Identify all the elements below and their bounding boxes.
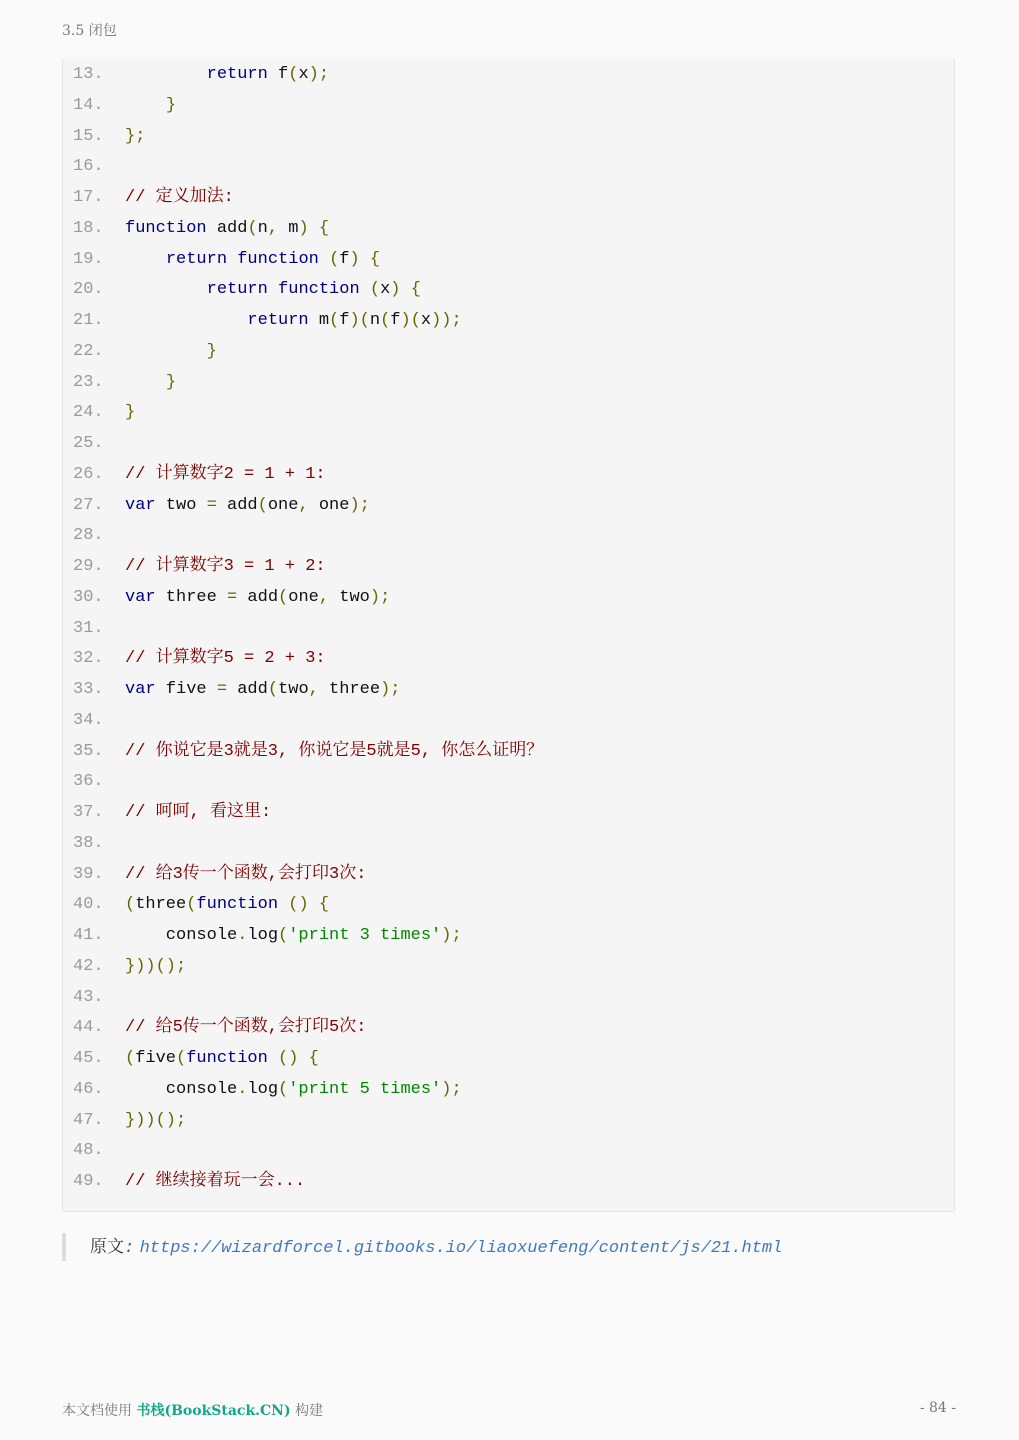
line-number: 48. — [73, 1141, 104, 1161]
code-text — [125, 397, 135, 428]
code-token: function — [125, 218, 207, 238]
code-text — [125, 59, 329, 90]
code-token: ( — [329, 249, 340, 269]
code-token — [125, 96, 166, 115]
code-line — [63, 705, 954, 736]
code-text — [125, 551, 326, 582]
code-token: , — [318, 587, 330, 607]
code-line — [63, 674, 954, 705]
code-line — [63, 459, 954, 490]
code-token: ); — [441, 1079, 462, 1099]
code-line — [63, 244, 954, 275]
source-link[interactable]: https://wizardforcel.gitbooks.io/liaoxuefeng/content/js/21.html — [139, 1239, 783, 1258]
line-number: 19. — [73, 249, 104, 269]
code-token: two — [155, 495, 207, 515]
footer-credit — [62, 1400, 323, 1420]
code-token: // 定义加法: — [125, 188, 234, 207]
code-token: ) — [390, 280, 401, 300]
code-token — [298, 1049, 308, 1068]
code-text — [125, 490, 370, 521]
code-token: log — [247, 1079, 279, 1099]
code-text — [125, 213, 329, 244]
code-token: function — [278, 280, 360, 300]
code-token: m — [308, 311, 330, 330]
line-number: 49. — [73, 1172, 104, 1191]
line-number: 23. — [73, 372, 104, 392]
code-token — [125, 311, 247, 330]
page-header — [62, 20, 117, 40]
line-number: 16. — [73, 157, 104, 177]
code-line — [63, 367, 954, 398]
code-token — [400, 280, 410, 299]
code-token — [125, 250, 166, 269]
code-token: ( — [380, 311, 391, 330]
line-number: 13. — [73, 65, 104, 84]
code-token: ( — [176, 1049, 187, 1068]
line-number: 25. — [73, 434, 104, 453]
code-token: ( — [288, 65, 299, 84]
code-text — [125, 1012, 366, 1043]
code-token: }))(); — [125, 956, 187, 976]
line-number: 33. — [73, 680, 104, 699]
code-token — [360, 280, 370, 299]
code-token: x — [420, 311, 432, 330]
code-token: console — [125, 926, 238, 945]
code-token: // 继续接着玩一会... — [125, 1172, 306, 1191]
code-token: three — [155, 587, 228, 607]
code-token: { — [369, 249, 381, 269]
line-number: 30. — [73, 587, 104, 607]
code-line — [63, 551, 954, 582]
code-token: ( — [125, 895, 136, 915]
code-line — [63, 643, 954, 674]
code-text — [125, 674, 400, 705]
code-token: add — [206, 218, 248, 238]
code-line — [63, 305, 954, 336]
code-token: n — [257, 218, 268, 238]
code-line — [63, 428, 954, 459]
code-text — [125, 336, 217, 367]
code-token: )( — [400, 311, 421, 330]
line-number: 38. — [73, 833, 104, 853]
line-number: 35. — [73, 741, 104, 761]
code-token — [278, 895, 288, 914]
code-text — [125, 121, 145, 152]
code-token: ( — [267, 680, 279, 699]
code-token: five — [135, 1049, 177, 1068]
line-number: 32. — [73, 649, 104, 669]
code-text — [125, 274, 421, 305]
code-token: f — [267, 65, 289, 84]
code-line — [63, 951, 954, 982]
code-text — [125, 1105, 186, 1136]
code-line — [63, 151, 954, 182]
code-token: // 计算数字3 = 1 + 2: — [125, 557, 326, 576]
code-text — [125, 244, 380, 275]
code-line — [63, 90, 954, 121]
code-token — [227, 250, 237, 269]
line-number: 40. — [73, 895, 104, 915]
line-number: 15. — [73, 126, 104, 146]
code-token: f — [339, 249, 350, 269]
code-token — [268, 1049, 278, 1068]
line-number: 39. — [73, 864, 104, 884]
code-token: = — [216, 680, 228, 699]
code-token: console — [125, 1079, 238, 1099]
code-text — [125, 859, 366, 890]
page-number: - 84 - — [919, 1400, 956, 1416]
line-number: 20. — [73, 280, 104, 300]
code-token: ( — [247, 218, 258, 238]
code-token: { — [308, 1049, 319, 1068]
code-text — [125, 951, 186, 982]
code-line — [63, 1043, 954, 1074]
code-token: ( — [125, 1049, 136, 1068]
code-text — [125, 736, 543, 767]
code-token: x — [380, 280, 391, 300]
code-token: return — [206, 280, 268, 300]
code-token: )); — [431, 311, 462, 330]
code-token: ( — [186, 895, 197, 915]
code-token: ( — [278, 587, 289, 607]
code-token: one — [267, 495, 299, 515]
code-line — [63, 490, 954, 521]
code-token: add — [237, 587, 279, 607]
code-token: two — [329, 587, 370, 607]
code-token: two — [278, 680, 309, 699]
blockquote-bar — [62, 1233, 66, 1261]
code-line — [63, 920, 954, 951]
code-token: , — [308, 680, 319, 699]
code-line — [63, 736, 954, 767]
code-token: ( — [257, 495, 268, 515]
code-line — [63, 336, 954, 367]
code-line — [63, 1166, 954, 1197]
code-text — [125, 797, 271, 828]
code-text — [125, 1043, 319, 1074]
code-token: ( — [278, 926, 289, 945]
code-token: = — [227, 587, 238, 607]
line-number: 42. — [73, 956, 104, 976]
line-number: 29. — [73, 557, 104, 576]
code-token: x — [298, 65, 309, 84]
code-token: ) — [298, 218, 309, 238]
code-text — [125, 305, 462, 336]
code-line — [63, 1012, 954, 1043]
code-line — [63, 121, 954, 152]
code-token: , — [267, 218, 279, 238]
line-number: 28. — [73, 526, 104, 546]
code-token: }))(); — [125, 1110, 187, 1130]
line-number: 41. — [73, 926, 104, 945]
code-token: ); — [380, 680, 401, 699]
code-text — [125, 182, 234, 213]
code-token: function — [196, 895, 279, 915]
line-number: 21. — [73, 311, 104, 330]
line-number: 47. — [73, 1110, 104, 1130]
code-token: . — [237, 926, 248, 945]
code-line — [63, 889, 954, 920]
code-token: three — [318, 680, 381, 699]
code-token: { — [318, 895, 330, 915]
code-token: ); — [369, 587, 391, 607]
code-line — [63, 766, 954, 797]
line-number: 43. — [73, 987, 104, 1007]
code-line — [63, 182, 954, 213]
code-token: f — [339, 311, 350, 330]
code-token: // 计算数字2 = 1 + 1: — [125, 464, 326, 484]
code-token: () — [278, 1049, 299, 1068]
code-text — [125, 459, 326, 490]
code-line — [63, 520, 954, 551]
code-text — [125, 90, 176, 121]
code-block — [62, 59, 955, 1212]
code-token: var — [125, 587, 156, 607]
code-token — [125, 65, 207, 84]
code-token: = — [206, 495, 217, 515]
code-line — [63, 1105, 954, 1136]
line-number: 26. — [73, 464, 104, 484]
code-token: f — [390, 311, 401, 330]
code-token: ) — [349, 249, 360, 269]
code-token: log — [247, 926, 279, 945]
code-text — [125, 889, 329, 920]
code-token: }; — [125, 126, 146, 146]
section-title: 3.5 闭包 — [62, 23, 117, 39]
code-line — [63, 59, 954, 90]
code-token: return — [206, 65, 268, 84]
line-number: 27. — [73, 495, 104, 515]
code-text — [125, 1074, 462, 1105]
line-number: 18. — [73, 218, 104, 238]
line-number: 34. — [73, 710, 104, 730]
code-line — [63, 797, 954, 828]
code-line — [63, 274, 954, 305]
line-number: 37. — [73, 803, 104, 822]
code-token: ); — [349, 495, 370, 515]
code-token: { — [318, 218, 330, 238]
code-token: 'print 5 times' — [288, 1079, 442, 1099]
code-line — [63, 1135, 954, 1166]
code-token: // 给3传一个函数,会打印3次: — [125, 864, 367, 884]
line-number: 36. — [73, 772, 104, 792]
code-token: five — [155, 680, 217, 699]
line-number: 45. — [73, 1049, 104, 1068]
code-line — [63, 213, 954, 244]
source-blockquote — [90, 1233, 782, 1261]
code-text — [125, 1166, 305, 1197]
line-number: 24. — [73, 403, 104, 423]
code-token: } — [165, 372, 177, 392]
code-line — [63, 982, 954, 1013]
code-token — [309, 219, 319, 238]
code-token: )( — [349, 311, 370, 330]
code-token: , — [298, 495, 309, 515]
code-token: var — [125, 680, 156, 699]
footer-prefix: 本文档使用 — [62, 1403, 132, 1419]
line-number: 17. — [73, 188, 104, 207]
code-token: n — [369, 311, 381, 330]
code-token: add — [227, 680, 268, 699]
code-text — [125, 920, 462, 951]
code-token: ); — [308, 65, 330, 84]
code-token: function — [237, 249, 319, 269]
code-token: var — [125, 495, 156, 515]
code-token: ( — [369, 280, 381, 300]
code-token: return — [165, 249, 228, 269]
footer-suffix: 构建 — [295, 1403, 324, 1419]
code-token: function — [186, 1049, 268, 1068]
code-line — [63, 582, 954, 613]
line-number: 31. — [73, 618, 104, 638]
code-token: () — [288, 895, 309, 915]
code-token: // 你说它是3就是3, 你说它是5就是5, 你怎么证明？ — [125, 741, 544, 761]
code-token: } — [206, 341, 217, 361]
source-label: 原文 — [90, 1237, 124, 1257]
code-token — [125, 342, 207, 361]
code-token: m — [278, 218, 299, 238]
code-line — [63, 397, 954, 428]
code-text — [125, 367, 176, 398]
line-number: 46. — [73, 1079, 104, 1099]
code-token — [268, 280, 278, 299]
line-number: 14. — [73, 95, 104, 115]
code-line — [63, 1074, 954, 1105]
code-line — [63, 859, 954, 890]
code-token — [125, 280, 207, 299]
line-number: 44. — [73, 1018, 104, 1038]
code-token — [319, 250, 329, 269]
code-token: return — [247, 311, 309, 330]
footer-brand-link[interactable]: 书栈(BookStack.CN) — [136, 1403, 291, 1419]
code-token — [360, 250, 370, 269]
code-token: // 给5传一个函数,会打印5次: — [125, 1018, 367, 1038]
code-line — [63, 828, 954, 859]
source-colon: : — [124, 1239, 135, 1258]
code-token: // 呵呵, 看这里: — [125, 803, 272, 822]
code-token: 'print 3 times' — [288, 926, 442, 945]
code-token: three — [135, 895, 187, 915]
code-token: . — [237, 1079, 248, 1099]
code-text — [125, 582, 390, 613]
code-token — [309, 895, 319, 914]
code-token: one — [308, 495, 350, 515]
code-token — [125, 373, 166, 392]
code-line — [63, 613, 954, 644]
code-token: } — [125, 403, 136, 423]
code-token: ( — [278, 1079, 289, 1099]
code-token: add — [216, 495, 258, 515]
code-token: ); — [441, 926, 462, 945]
code-text — [125, 643, 326, 674]
code-token: one — [288, 587, 319, 607]
code-token: ( — [329, 311, 340, 330]
code-token: { — [410, 280, 421, 300]
code-token: } — [165, 95, 177, 115]
line-number: 22. — [73, 341, 104, 361]
code-token: // 计算数字5 = 2 + 3: — [125, 649, 326, 669]
